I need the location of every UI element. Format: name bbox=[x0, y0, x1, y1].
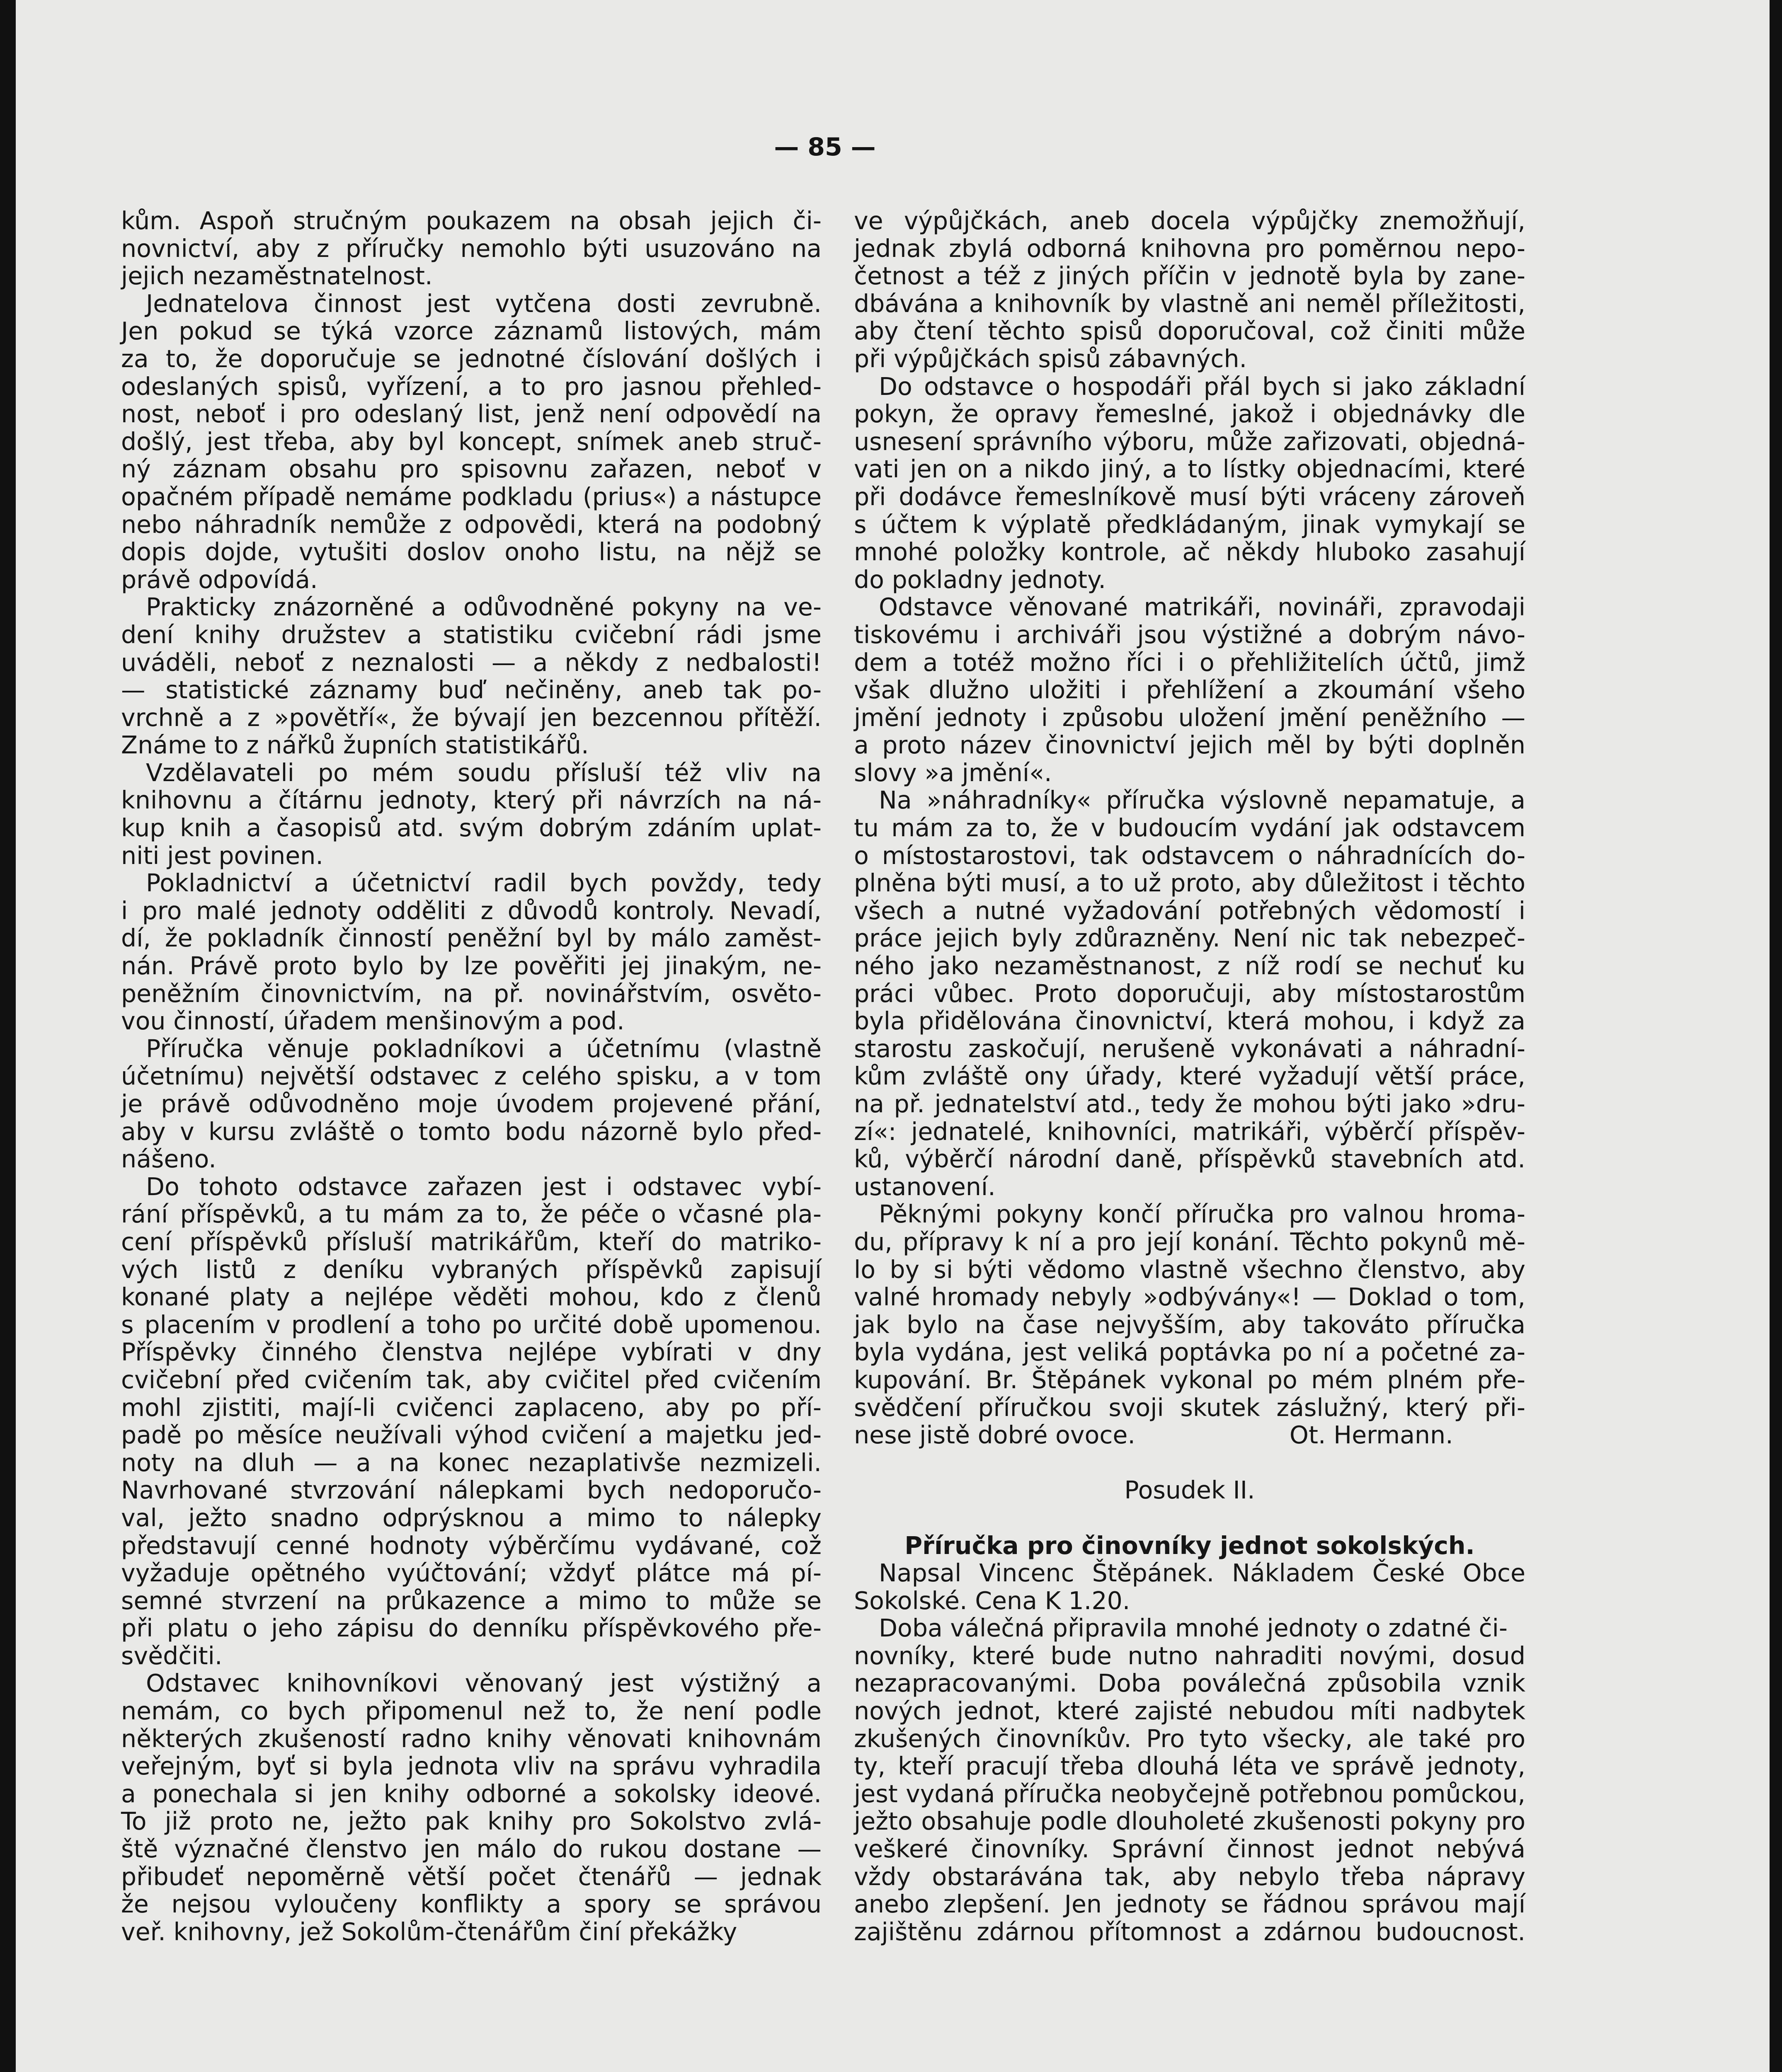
right_column-line: dbávána a knihovník by vlastně ani neměl příležitosti, bbox=[854, 289, 1525, 318]
left_column-line: vrchně a z »povětří«, že bývají jen bezcennou přítěží. bbox=[121, 703, 822, 732]
left_column-line: kům. Aspoň stručným poukazem na obsah jejich či- bbox=[121, 207, 822, 235]
right_column-line: Na »náhradníky« příručka výslovně nepamatuje, a bbox=[879, 786, 1525, 815]
right_column-line: zkušených činovníkův. Pro tyto všecky, ale také pro bbox=[854, 1724, 1525, 1753]
left_column-line: nášeno. bbox=[121, 1145, 216, 1174]
right_column-line: však dlužno uložiti i přehlížení a zkoumání všeho bbox=[854, 676, 1525, 704]
right_column-line: Odstavce věnované matrikáři, novináři, zpravodaji bbox=[879, 593, 1525, 622]
right_column-line: ustanovení. bbox=[854, 1172, 996, 1201]
right_column-line: do pokladny jednoty. bbox=[854, 565, 1106, 594]
right_column-line: o místostarostovi, tak odstavcem o náhradnících do- bbox=[854, 841, 1525, 870]
right_column-line: byla vydána, jest veliká poptávka po ní a početné za- bbox=[854, 1338, 1525, 1367]
right_column-line: jednak zbylá odborná knihovna pro poměrnou nepo- bbox=[854, 234, 1525, 263]
left_column-line: svědčiti. bbox=[121, 1641, 223, 1670]
right_column-line: při dodávce řemeslníkově musí býti vráceny zároveň bbox=[854, 482, 1525, 511]
right_column-line: práci vůbec. Proto doporučuji, aby místostarostům bbox=[854, 979, 1525, 1008]
left_column-line: peněžním činovnictvím, na př. novinářstvím, osvěto- bbox=[121, 979, 822, 1008]
right_column-line: Posudek II. bbox=[1124, 1476, 1255, 1505]
left_column-line: i pro malé jednoty odděliti z důvodů kontroly. Nevadí, bbox=[121, 896, 822, 925]
right_column-line: svědčení příručkou svoji skutek záslužný, který při- bbox=[854, 1393, 1525, 1422]
right_column-line: na př. jednatelství atd., tedy že mohou býti jako »dru- bbox=[854, 1090, 1525, 1118]
left_column-line: vyžaduje opětného vyúčtování; vždyť plátce má pí- bbox=[121, 1559, 822, 1588]
left_column-line: je právě odůvodněno moje úvodem projevené přání, bbox=[121, 1090, 822, 1118]
left_column-line: odeslaných spisů, vyřízení, a to pro jasnou přehled- bbox=[121, 372, 822, 401]
left_column-line: konané platy a nejlépe věděti mohou, kdo z členů bbox=[121, 1283, 822, 1312]
left_column-line: Do tohoto odstavce zařazen jest i odstavec vybí- bbox=[146, 1172, 822, 1201]
left_column-line: že nejsou vyloučeny konflikty a spory se správou bbox=[121, 1890, 822, 1919]
left_column-line: opačném případě nemáme podkladu (prius«) a nástupce bbox=[121, 482, 822, 511]
left_column-line: padě po měsíce neužívali výhod cvičení a majetku jed- bbox=[121, 1421, 822, 1450]
left_column-line: novnictví, aby z příručky nemohlo býti usuzováno na bbox=[121, 234, 822, 263]
left_column-line: Odstavec knihovníkovi věnovaný jest výstižný a bbox=[146, 1669, 822, 1698]
page-number: — 85 — bbox=[774, 133, 876, 162]
right_column-line: nových jednot, které zajisté nebudou míti nadbytek bbox=[854, 1697, 1525, 1726]
right_column-line: dem a totéž možno říci i o přehližitelích účtů, jimž bbox=[854, 648, 1525, 677]
left_column-line: účetnímu) největší odstavec z celého spisku, a v tom bbox=[121, 1062, 822, 1091]
right_column-line: veškeré činovníky. Správní činnost jednot nebývá bbox=[854, 1835, 1525, 1864]
left_column-line: Jen pokud se týká vzorce záznamů listových, mám bbox=[121, 317, 822, 346]
right_column-line: kupování. Br. Štěpánek vykonal po mém plném pře- bbox=[854, 1365, 1525, 1394]
left_column-line: Vzdělavateli po mém soudu přísluší též vliv na bbox=[146, 758, 822, 787]
right_column-line: plněna býti musí, a to už proto, aby důležitost i těchto bbox=[854, 869, 1525, 898]
right_column-line: Sokolské. Cena K 1.20. bbox=[854, 1586, 1130, 1615]
right_column-line: usnesení správního výboru, může zařizovati, objedná- bbox=[854, 427, 1525, 456]
left_column-line: došlý, jest třeba, aby byl koncept, snímek aneb struč- bbox=[121, 427, 822, 456]
left_column-line: dopis dojde, vytušiti doslov onoho listu, na nějž se bbox=[121, 538, 822, 566]
right_column-line: tu mám za to, že v budoucím vydání jak odstavcem bbox=[854, 814, 1525, 842]
right_column-line: ného jako nezaměstnanost, z níž rodí se nechuť ku bbox=[854, 952, 1525, 980]
left_column-line: Příspěvky činného členstva nejlépe vybírati v dny bbox=[121, 1338, 822, 1367]
right_column-line: zajištěnu zdárnou přítomnost a zdárnou budoucnost. bbox=[854, 1917, 1525, 1946]
left_column-line: nán. Právě proto bylo by lze pověřiti jej jinakým, ne- bbox=[121, 952, 822, 980]
right_column-line: ve výpůjčkách, aneb docela výpůjčky znemožňují, bbox=[854, 207, 1525, 235]
right_column-line: byla přidělována činovnictví, která mohou, i když za bbox=[854, 1007, 1525, 1036]
left_column-line: veř. knihovny, jež Sokolům-čtenářům činí překážky bbox=[121, 1917, 737, 1946]
left_column-line: Příručka věnuje pokladníkovi a účetnímu (vlastně bbox=[146, 1034, 822, 1063]
left_column-line: cvičební před cvičením tak, aby cvičitel před cvičením bbox=[121, 1365, 822, 1394]
left_column-line: přibudeť nepoměrně větší počet čtenářů — jednak bbox=[121, 1862, 822, 1891]
left_column-line: vou činností, úřadem menšinovým a pod. bbox=[121, 1007, 625, 1036]
right_column-line: při výpůjčkách spisů zábavných. bbox=[854, 344, 1247, 373]
left_column-line: s placením v prodlení a toho po určité době upomenou. bbox=[121, 1310, 822, 1339]
left_column-line: při platu o jeho zápisu do denníku příspěvkového pře- bbox=[121, 1614, 822, 1643]
left_column-line: Známe to z nářků župních statistikářů. bbox=[121, 731, 589, 760]
left_column-line: mohl zjistiti, mají-li cvičenci zaplaceno, aby po pří- bbox=[121, 1393, 822, 1422]
scan-border-right bbox=[1770, 0, 1782, 2072]
right_column-line: du, přípravy k ní a pro její konání. Těchto pokynů mě- bbox=[854, 1227, 1525, 1256]
right_column-line: jmění jednoty i způsobu uložení jmění peněžního — bbox=[854, 703, 1525, 732]
left_column-line: vých listů z deníku vybraných příspěvků zapisují bbox=[121, 1255, 822, 1284]
right_column-line: valné hromady nebyly »odbývány«! — Doklad o tom, bbox=[854, 1283, 1525, 1312]
left_column-line: jejich nezaměstnatelnost. bbox=[121, 262, 433, 290]
right_column-line: Pěknými pokyny končí příručka pro valnou hroma- bbox=[879, 1200, 1525, 1229]
right_column-line: Napsal Vincenc Štěpánek. Nákladem České Obce bbox=[879, 1559, 1525, 1588]
left_column-line: a ponechala si jen knihy odborné a sokolsky ideové. bbox=[121, 1779, 822, 1808]
left_column-line: To již proto ne, ježto pak knihy pro Sokolstvo zvlá- bbox=[121, 1807, 822, 1836]
left_column-line: za to, že doporučuje se jednotné číslování došlých i bbox=[121, 344, 822, 373]
right-text-column bbox=[854, 207, 1525, 1946]
left_column-line: cení příspěvků přísluší matrikářům, kteří do matriko- bbox=[121, 1227, 822, 1256]
left_column-line: kup knih a časopisů atd. svým dobrým zdáním uplat- bbox=[121, 814, 822, 842]
scan-border-left bbox=[0, 0, 16, 2072]
left_column-line: Prakticky znázorněné a odůvodněné pokyny na ve- bbox=[146, 593, 822, 622]
right_column-line: jest vydaná příručka neobyčejně potřebnou pomůckou, bbox=[854, 1779, 1525, 1808]
right_column-line: všech a nutné vyžadování potřebných vědomostí i bbox=[854, 896, 1525, 925]
right_column-line: ty, kteří pracují třeba dlouhá léta ve správě jednoty, bbox=[854, 1752, 1525, 1781]
right_column-line: nezapracovanými. Doba poválečná způsobila vznik bbox=[854, 1669, 1525, 1698]
left_column-line: Navrhované stvrzování nálepkami bych nedoporučo- bbox=[121, 1476, 822, 1505]
left_column-line: dí, že pokladník činností peněžní byl by málo zaměst- bbox=[121, 924, 822, 953]
right_column-line bbox=[854, 1504, 1525, 1532]
left_column-line: veřejným, byť si byla jednota vliv na správu vyhradila bbox=[121, 1752, 822, 1781]
right_column-line: starostu zaskočují, nerušeně vykonávati a náhradní- bbox=[854, 1034, 1525, 1063]
right_column-line: ježto obsahuje podle dlouholeté zkušenosti pokyny pro bbox=[854, 1807, 1525, 1836]
left_column-line: představují cenné hodnoty výběrčímu vydávané, což bbox=[121, 1531, 822, 1560]
right_column-line: tiskovému i archiváři jsou výstižné a dobrým návo- bbox=[854, 620, 1525, 649]
right_column-line: nese jistě dobré ovoce. Ot. Hermann. bbox=[854, 1421, 1453, 1450]
left_column-line: ný záznam obsahu pro spisovnu zařazen, neboť v bbox=[121, 455, 822, 484]
right_column-line: jak bylo na čase nejvyšším, aby takováto příručka bbox=[854, 1310, 1525, 1339]
right_column-line: slovy »a jmění«. bbox=[854, 758, 1052, 787]
right_column-line: ků, výběrčí národní daně, příspěvků stavebních atd. bbox=[854, 1145, 1525, 1174]
right_column-line: a proto název činovnictví jejich měl by býti doplněn bbox=[854, 731, 1525, 760]
right_column-line: mnohé položky kontrole, ač někdy hluboko zasahují bbox=[854, 538, 1525, 566]
right_column-line: s účtem k výplatě předkládaným, jinak vymykají se bbox=[854, 510, 1525, 539]
right_column-line: aby čtení těchto spisů doporučoval, což činiti může bbox=[854, 317, 1525, 346]
left_column-line: právě odpovídá. bbox=[121, 565, 318, 594]
right_column-line: zí«: jednatelé, knihovníci, matrikáři, výběrčí příspěv- bbox=[854, 1117, 1525, 1146]
right_column-line: lo by si býti vědomo vlastně všechno členstvo, aby bbox=[854, 1255, 1525, 1284]
left_column-line: val, ježto snadno odprýsknou a mimo to nálepky bbox=[121, 1503, 822, 1532]
left-text-column bbox=[121, 207, 822, 1946]
left_column-line: — statistické záznamy buď nečiněny, aneb tak po- bbox=[121, 676, 822, 704]
left_column-line: uváděli, neboť z neznalosti — a někdy z nedbalosti! bbox=[121, 648, 822, 677]
left_column-line: některých zkušeností radno knihy věnovati knihovnám bbox=[121, 1724, 822, 1753]
right_column-line: četnost a též z jiných příčin v jednotě byla by zane- bbox=[854, 262, 1525, 290]
left_column-line: dení knihy družstev a statistiku cvičební rádi jsme bbox=[121, 620, 822, 649]
right_column-line: anebo zlepšení. Jen jednoty se řádnou správou mají bbox=[854, 1890, 1525, 1919]
left_column-line: knihovnu a čítárnu jednoty, který při návrzích na ná- bbox=[121, 786, 822, 815]
left_column-line: ště význačné členstvo jen málo do rukou dostane — bbox=[121, 1835, 822, 1864]
right_column-line: pokyn, že opravy řemeslné, jakož i objednávky dle bbox=[854, 400, 1525, 428]
right_column-line: práce jejich byly zdůrazněny. Není nic tak nebezpeč- bbox=[854, 924, 1525, 953]
left_column-line: nost, neboť i pro odeslaný list, jenž není odpovědí na bbox=[121, 400, 822, 428]
left_column-line: semné stvrzení na průkazence a mimo to může se bbox=[121, 1586, 822, 1615]
left_column-line: rání příspěvků, a tu mám za to, že péče o včasné pla- bbox=[121, 1200, 822, 1229]
right_column-line: novníky, které bude nutno nahraditi novými, dosud bbox=[854, 1641, 1525, 1670]
right_column-line bbox=[854, 1449, 1525, 1477]
left_column-line: aby v kursu zvláště o tomto bodu názorně bylo před- bbox=[121, 1117, 822, 1146]
right_column-line: kům zvláště ony úřady, které vyžadují větší práce, bbox=[854, 1062, 1525, 1091]
right_column-line: Příručka pro činovníky jednot sokolských. bbox=[904, 1531, 1475, 1560]
right_column-line: Doba válečná připravila mnohé jednoty o zdatné či- bbox=[879, 1614, 1508, 1643]
left_column-line: niti jest povinen. bbox=[121, 841, 323, 870]
right_column-line: Do odstavce o hospodáři přál bych si jako základní bbox=[879, 372, 1525, 401]
left_column-line: nebo náhradník nemůže z odpovědi, která na podobný bbox=[121, 510, 822, 539]
left_column-line: Pokladnictví a účetnictví radil bych povždy, tedy bbox=[146, 869, 822, 898]
right_column-line: vati jen on a nikdo jiný, a to lístky objednacími, které bbox=[854, 455, 1525, 484]
left_column-line: nemám, co bych připomenul než to, že není podle bbox=[121, 1697, 822, 1726]
left_column-line: Jednatelova činnost jest vytčena dosti zevrubně. bbox=[146, 289, 822, 318]
right_column-line: vždy obstarávána tak, aby nebylo třeba nápravy bbox=[854, 1862, 1525, 1891]
left_column-line: noty na dluh — a na konec nezaplativše nezmizeli. bbox=[121, 1448, 822, 1477]
